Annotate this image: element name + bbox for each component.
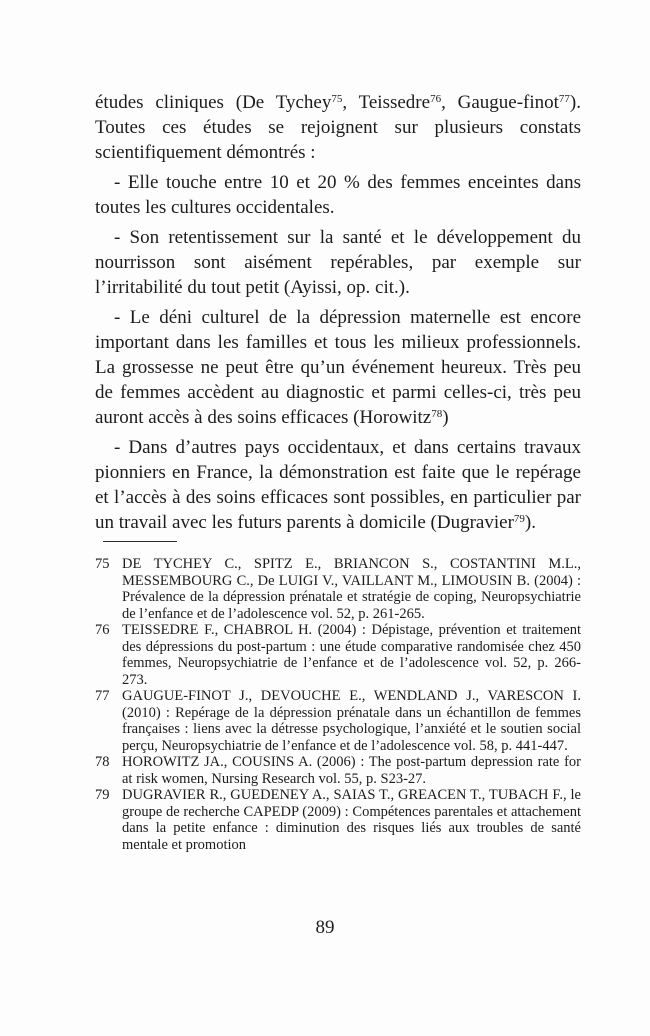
paragraph — [95, 90, 581, 165]
footnote-item — [95, 556, 581, 622]
footnote-text: HOROWITZ JA., COUSINS A. (2006) : The post-partum depression rate for at risk women, Nursing Research vol. 55, p. S23-27. — [122, 754, 581, 787]
text-run: ) — [442, 407, 449, 428]
footnote-text: DUGRAVIER R., GUEDENEY A., SAIAS T., GREACEN T., TUBACH F., le groupe de recherche CAPEDP (2009) : Compétences parentales et attachement dans la petite enfance : diminution des risques liés aux troubles de santé mentale et promotion — [122, 787, 581, 853]
text-run: , Teissedre — [342, 92, 431, 113]
text-run: ). — [524, 512, 536, 533]
paragraph — [95, 435, 581, 535]
footnote-ref: 77 — [558, 93, 570, 105]
footnote-number: 77 — [95, 688, 110, 704]
footnote-ref: 79 — [513, 513, 525, 525]
footnote-number: 75 — [95, 556, 110, 572]
text-run: , Gaugue-finot — [441, 92, 559, 113]
footnote-ref: 76 — [430, 93, 442, 105]
footnote-item — [95, 787, 581, 853]
footnote-separator-rule — [103, 541, 177, 542]
text-run: - Elle touche entre 10 et 20 % des femmes enceintes dans toutes les cultures occidentales. — [95, 172, 581, 218]
footnote-number: 76 — [95, 622, 110, 638]
text-run: - Son retentissement sur la santé et le développement du nourrisson sont aisément repérables, par exemple sur l’irritabilité du tout petit (Ayissi, op. cit.). — [95, 227, 581, 298]
page-number: 89 — [315, 917, 335, 938]
text-run: - Le déni culturel de la dépression maternelle est encore important dans les familles et tous les milieux professionnels. La grossesse ne peut être qu’un événement heureux. Très peu de femmes accèdent au diagnostic et parmi celles-ci, très peu auront accès à des soins efficaces (Horowitz — [95, 307, 581, 428]
text-run: études cliniques (De Tychey — [95, 92, 332, 113]
text-run: ). Toutes ces études se rejoignent sur plusieurs constats scientifiquement démontrés : — [95, 92, 581, 163]
body-text — [95, 90, 581, 540]
footnote-ref: 78 — [431, 408, 443, 420]
footnote-ref: 75 — [331, 93, 343, 105]
paragraph — [95, 225, 581, 300]
footnote-item — [95, 622, 581, 688]
footnote-text: DE TYCHEY C., SPITZ E., BRIANCON S., COSTANTINI M.L., MESSEMBOURG C., De LUIGI V., VAILLANT M., LIMOUSIN B. (2004) : Prévalence de la dépression prénatale et stratégie de coping, Neuropsychiatrie de l’enfance et de l’adolescence vol. 52, p. 261-265. — [122, 556, 581, 622]
footnote-number: 78 — [95, 754, 110, 770]
paragraph — [95, 305, 581, 430]
footnotes-list — [95, 556, 581, 853]
footnote-text: TEISSEDRE F., CHABROL H. (2004) : Dépistage, prévention et traitement des dépressions du post-partum : une étude comparative randomisée chez 450 femmes, Neuropsychiatrie de l’enfance et de l’adolescence vol. 52, p. 266-273. — [122, 622, 581, 688]
paragraph — [95, 170, 581, 220]
text-run: - Dans d’autres pays occidentaux, et dans certains travaux pionniers en France, la démonstration est faite que le repérage et l’accès à des soins efficaces sont possibles, en particulier par un travail avec les futurs parents à domicile (Dugravier — [95, 437, 581, 533]
footnote-item — [95, 688, 581, 754]
footnote-number: 79 — [95, 787, 110, 803]
footnote-text: GAUGUE-FINOT J., DEVOUCHE E., WENDLAND J., VARESCON I. (2010) : Repérage de la dépression prénatale dans un échantillon de femmes françaises : liens avec la détresse psychologique, l’anxiété et le soutien social perçu, Neuropsychiatrie de l’enfance et de l’adolescence vol. 58, p. 441-447. — [122, 688, 581, 754]
footnote-item — [95, 754, 581, 787]
